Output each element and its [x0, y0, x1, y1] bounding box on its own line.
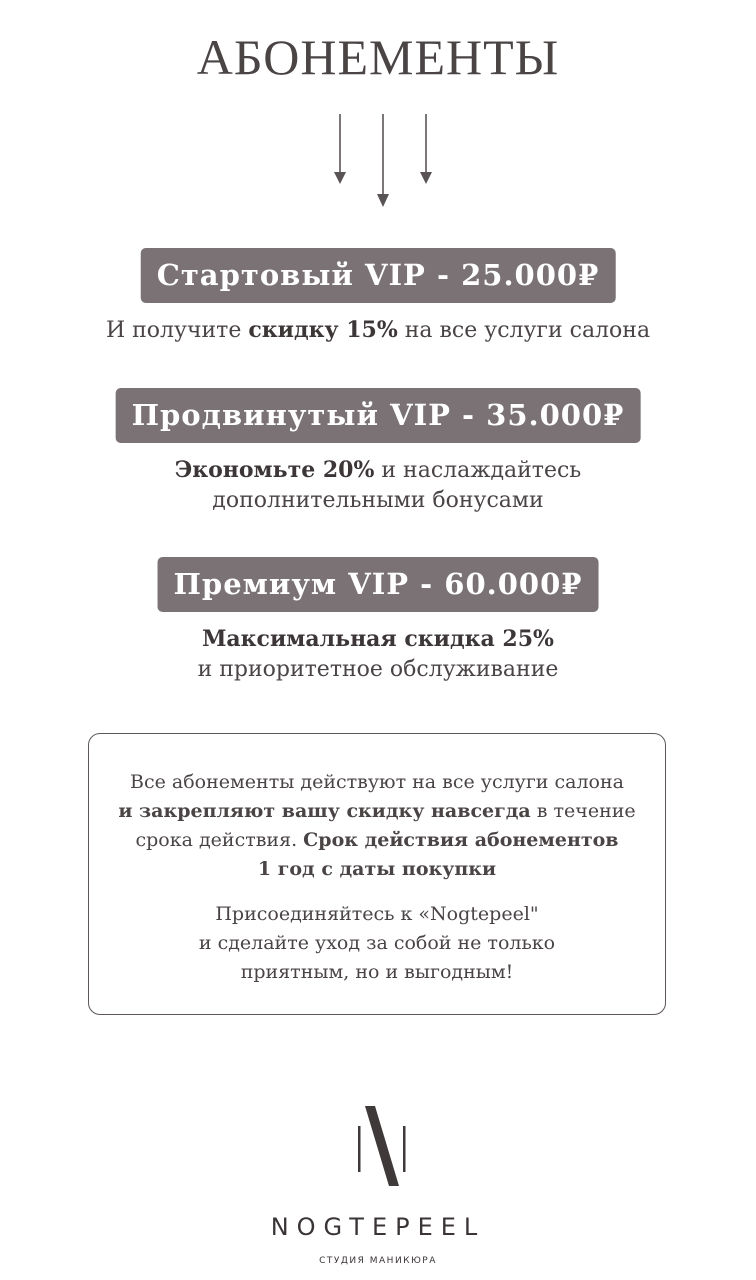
- info-line: Присоединяйтесь к «Nogtepeel": [215, 903, 539, 925]
- brand-name: NOGTEPEEL: [270, 1213, 486, 1241]
- info-line: приятным, но и выгодным!: [240, 961, 514, 983]
- plan-badge-premium: Премиум VIP - 60.000₽: [158, 557, 599, 612]
- plan-description-premium: [0, 624, 756, 685]
- plan-desc-highlight: Экономьте 20%: [174, 457, 375, 483]
- plan-badge-starter: Стартовый VIP - 25.000₽: [141, 248, 616, 303]
- plan-desc-highlight: скидку 15%: [248, 317, 398, 343]
- info-line: срока действия.: [135, 829, 304, 851]
- info-line: Все абонементы действуют на все услуги салона: [130, 771, 624, 793]
- plan-desc-text: И получите: [105, 318, 249, 343]
- info-highlight: 1 год с даты покупки: [257, 858, 497, 880]
- plan-badge-advanced: Продвинутый VIP - 35.000₽: [116, 388, 641, 443]
- info-paragraph-terms: [89, 768, 665, 884]
- brand-tagline: СТУДИЯ МАНИКЮРА: [319, 1256, 437, 1266]
- info-box: [88, 733, 666, 1015]
- plan-desc-text: и приоритетное обслуживание: [197, 657, 559, 682]
- info-highlight: Срок действия абонементов: [303, 829, 619, 851]
- page-title: АБОНЕМЕНТЫ: [196, 29, 560, 85]
- plan-desc-text: и наслаждайтесь: [374, 458, 582, 483]
- info-paragraph-invite: [89, 900, 665, 987]
- plan-description-advanced: [0, 455, 756, 516]
- info-line: и сделайте уход за собой не только: [198, 932, 556, 954]
- n-monogram-icon: [354, 1104, 410, 1188]
- plan-description-starter: [0, 315, 756, 346]
- info-highlight: и закрепляют вашу скидку навсегда: [118, 800, 531, 822]
- info-line: в течение: [530, 800, 636, 822]
- down-arrows-icon: [0, 112, 756, 212]
- plan-desc-highlight: Максимальная скидка 25%: [202, 626, 554, 652]
- plan-desc-text: на все услуги салона: [397, 318, 651, 343]
- plan-desc-text: дополнительными бонусами: [212, 488, 544, 513]
